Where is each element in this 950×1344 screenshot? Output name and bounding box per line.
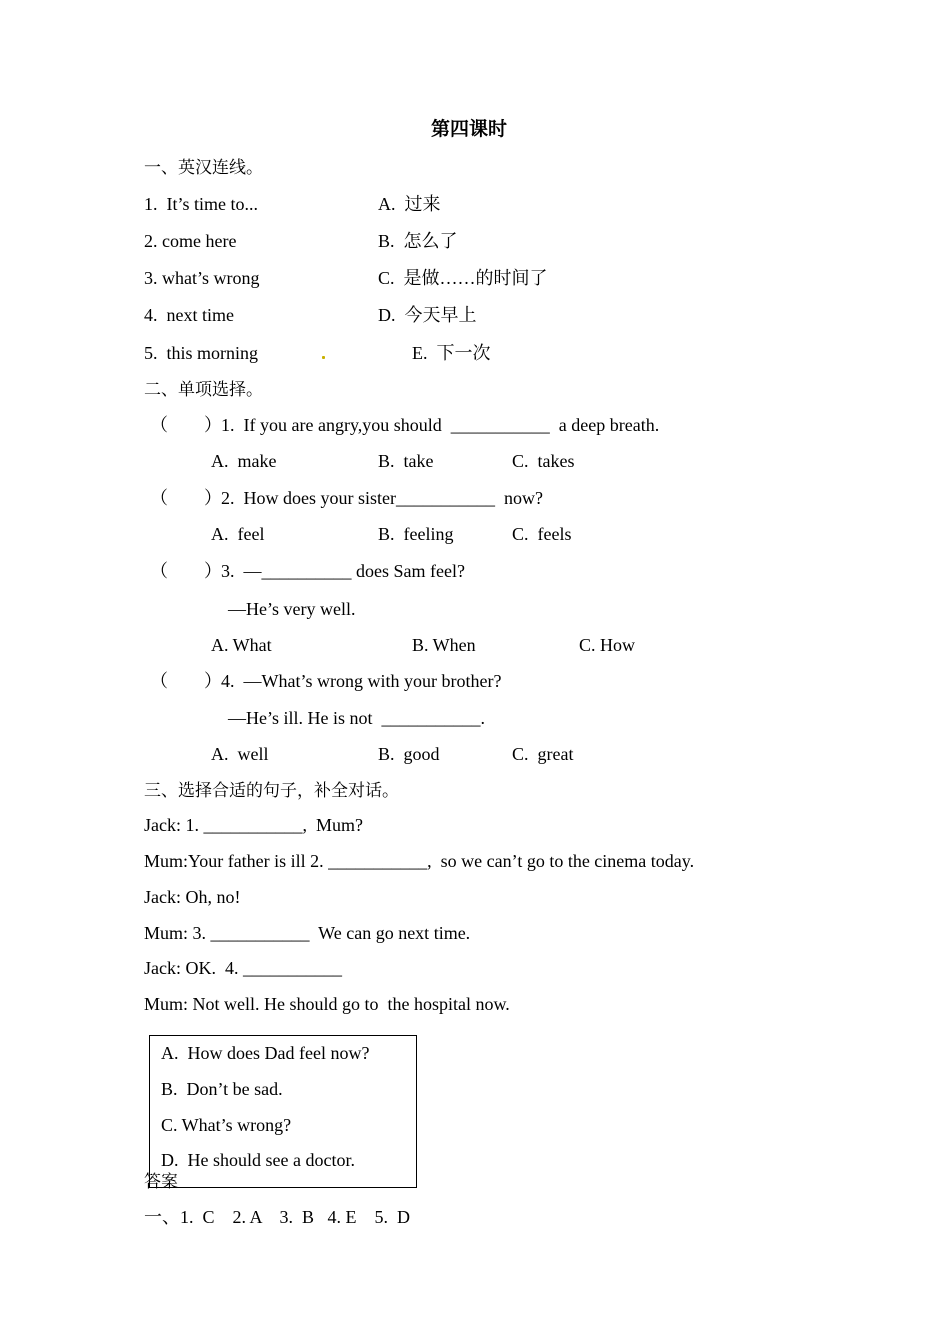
q3-stem: 3. —__________ does Sam feel? — [221, 561, 465, 581]
match-left-3: 3. what’s wrong — [144, 268, 260, 288]
q2-paren: （ ） — [150, 488, 222, 508]
q1-paren: （ ） — [150, 415, 222, 435]
dialogue-line-3: Jack: Oh, no! — [144, 887, 241, 907]
q3-option-a: A. What — [211, 635, 272, 655]
box-option-d: D. He should see a doctor. — [161, 1150, 355, 1170]
page-title: 第四课时 — [431, 118, 508, 140]
q4-stem: 4. —What’s wrong with your brother? — [221, 671, 502, 691]
match-right-d: D. 今天早上 — [378, 305, 477, 325]
dialogue-line-4: Mum: 3. ___________ We can go next time. — [144, 923, 471, 943]
match-left-5: 5. this morning — [144, 343, 259, 363]
q2-option-b: B. feeling — [378, 524, 454, 544]
section3-heading: 三、选择合适的句子，补全对话。 — [144, 781, 399, 801]
q4-option-b: B. good — [378, 744, 440, 764]
q4-option-a: A. well — [211, 744, 269, 764]
q4-option-c: C. great — [512, 744, 574, 764]
q3-option-c: C. How — [579, 635, 636, 655]
q1-option-a: A. make — [211, 451, 277, 471]
box-option-a: A. How does Dad feel now? — [161, 1043, 370, 1063]
match-right-a: A. 过来 — [378, 194, 441, 214]
match-right-e: E. 下一次 — [412, 343, 491, 363]
q2-stem: 2. How does your sister___________ now? — [221, 488, 543, 508]
match-right-c: C. 是做……的时间了 — [378, 268, 548, 288]
q4-paren: （ ） — [150, 671, 222, 691]
answers-line-1: 一、1. C 2. A 3. B 4. E 5. D — [144, 1207, 411, 1227]
dialogue-line-5: Jack: OK. 4. ___________ — [144, 958, 342, 978]
section2-heading: 二、单项选择。 — [144, 380, 263, 400]
q2-option-c: C. feels — [512, 524, 572, 544]
answers-heading: 答案 — [144, 1172, 178, 1192]
q1-option-c: C. takes — [512, 451, 575, 471]
dialogue-line-1: Jack: 1. ___________, Mum? — [144, 815, 363, 835]
stray-dot — [322, 356, 325, 359]
dialogue-line-6: Mum: Not well. He should go to the hospital now. — [144, 994, 510, 1014]
match-left-2: 2. come here — [144, 231, 237, 251]
section1-heading: 一、英汉连线。 — [144, 158, 263, 178]
q3-answer-line: —He’s very well. — [228, 599, 356, 619]
dialogue-line-2: Mum:Your father is ill 2. ___________, so we can’t go to the cinema today. — [144, 851, 695, 871]
match-left-1: 1. It’s time to... — [144, 194, 258, 214]
match-right-b: B. 怎么了 — [378, 231, 458, 251]
box-option-b: B. Don’t be sad. — [161, 1079, 283, 1099]
q3-paren: （ ） — [150, 561, 222, 581]
q3-option-b: B. When — [412, 635, 476, 655]
match-left-4: 4. next time — [144, 305, 234, 325]
q4-answer-line: —He’s ill. He is not ___________. — [228, 708, 485, 728]
box-option-c: C. What’s wrong? — [161, 1115, 292, 1135]
q1-option-b: B. take — [378, 451, 434, 471]
q2-option-a: A. feel — [211, 524, 265, 544]
q1-stem: 1. If you are angry,you should ___________ a deep breath. — [221, 415, 660, 435]
